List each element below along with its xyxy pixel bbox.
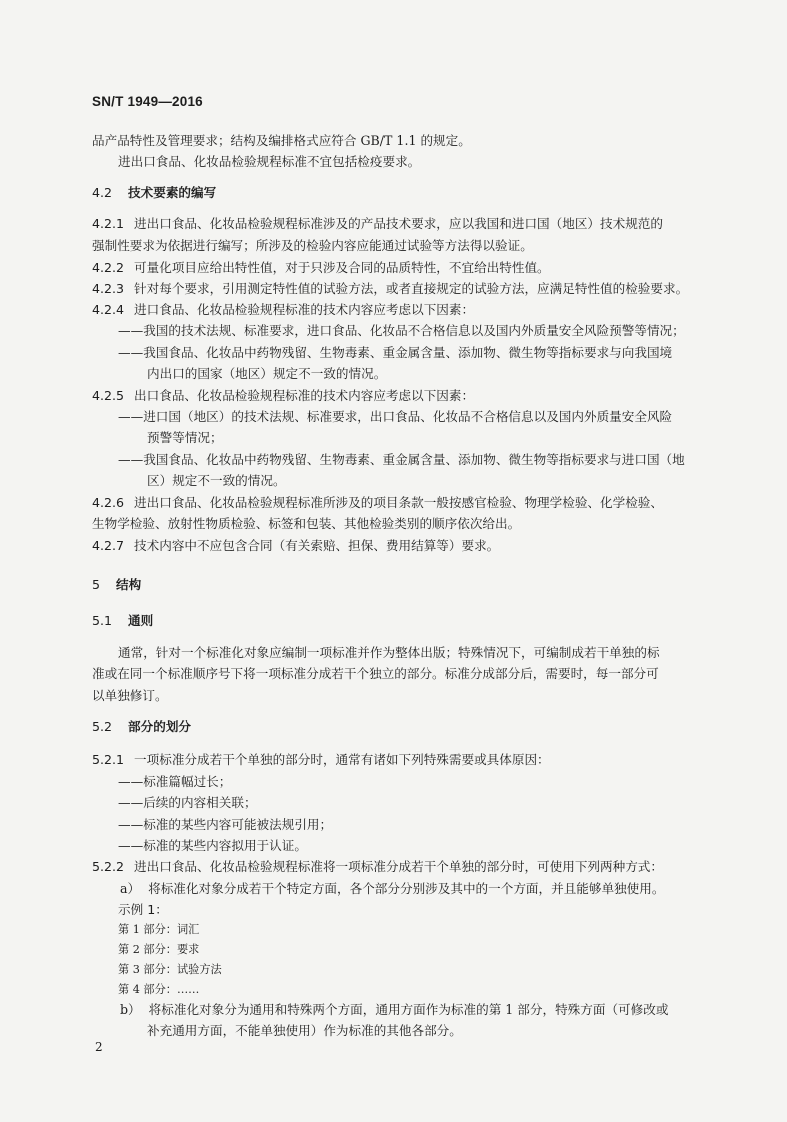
dash-item-continuation: 内出口的国家（地区）规定不一致的情况。 [147, 366, 387, 381]
paragraph-line: 生物学检验、放射性物质检验、标签和包装、其他检验类别的顺序依次给出。 [92, 516, 521, 531]
example-line: 第 1 部分：词汇 [118, 923, 200, 936]
clause-4-2-4: 4.2.4 进口食品、化妆品检验规程标准的技术内容应考虑以下因素： [92, 302, 475, 317]
section-heading-4-2: 4.2 技术要素的编写 [92, 185, 217, 200]
clause-4-2-1: 4.2.1 进出口食品、化妆品检验规程标准涉及的产品技术要求，应以我国和进口国（地区）技术规范的 [92, 216, 663, 231]
section-heading-5-2: 5.2 部分的划分 [92, 719, 191, 734]
paragraph-line: 准或在同一个标准顺序号下将一项标准分成若干个独立的部分。标准分成部分后，需要时，每一部分可 [92, 666, 659, 681]
paragraph-line: 品产品特性及管理要求；结构及编排格式应符合 GB/T 1.1 的规定。 [92, 133, 471, 148]
dash-item: ——后续的内容相关联； [118, 795, 257, 810]
dash-item-continuation: 区）规定不一致的情况。 [147, 473, 286, 488]
dash-item: ——标准的某些内容拟用于认证。 [118, 838, 307, 853]
clause-4-2-6: 4.2.6 进出口食品、化妆品检验规程标准所涉及的项目条款一般按感官检验、物理学检验、化学检验、 [92, 495, 663, 510]
clause-5-2-2: 5.2.2 进出口食品、化妆品检验规程标准将一项标准分成若干个单独的部分时，可使用下列两种方式： [92, 859, 663, 874]
example-line: 第 3 部分：试验方法 [118, 963, 222, 976]
page-number: 2 [95, 1040, 103, 1054]
dash-item: ——进口国（地区）的技术法规、标准要求，出口食品、化妆品不合格信息以及国内外质量安全风险 [118, 409, 673, 424]
paragraph-line: 进出口食品、化妆品检验规程标准不宜包括检疫要求。 [118, 154, 421, 169]
dash-item: ——我国食品、化妆品中药物残留、生物毒素、重金属含量、添加物、微生物等指标要求与向我国境 [118, 345, 673, 360]
paragraph-line: 以单独修订。 [92, 688, 168, 703]
list-item-continuation: 补充通用方面，不能单独使用）作为标准的其他各部分。 [147, 1023, 462, 1038]
clause-4-2-3: 4.2.3 针对每个要求，引用测定特性值的试验方法，或者直接规定的试验方法，应满足特性值的检验要求。 [92, 281, 689, 296]
paragraph-line: 强制性要求为依据进行编写；所涉及的检验内容应能通过试验等方法得以验证。 [92, 238, 533, 253]
dash-item: ——我国的技术法规、标准要求，进口食品、化妆品不合格信息以及国内外质量安全风险预警等情况； [118, 323, 685, 338]
example-line: 第 2 部分：要求 [118, 943, 200, 956]
clause-4-2-7: 4.2.7 技术内容中不应包含合同（有关索赔、担保、费用结算等）要求。 [92, 538, 500, 553]
dash-item: ——标准的某些内容可能被法规引用； [118, 817, 333, 832]
clause-4-2-5: 4.2.5 出口食品、化妆品检验规程标准的技术内容应考虑以下因素： [92, 388, 475, 403]
paragraph-line: 通常，针对一个标准化对象应编制一项标准并作为整体出版；特殊情况下，可编制成若干单独的标 [118, 645, 660, 660]
list-item-b: b） 将标准化对象分为通用和特殊两个方面，通用方面作为标准的第 1 部分，特殊方面（可修改或 [120, 1002, 669, 1017]
section-heading-5: 5 结构 [92, 577, 142, 592]
section-heading-5-1: 5.1 通则 [92, 613, 154, 628]
dash-item: ——标准篇幅过长； [118, 774, 232, 789]
example-line: 第 4 部分：…… [118, 983, 200, 996]
clause-4-2-2: 4.2.2 可量化项目应给出特性值，对于只涉及合同的品质特性，不宜给出特性值。 [92, 260, 550, 275]
clause-5-2-1: 5.2.1 一项标准分成若干个单独的部分时，通常有诸如下列特殊需要或具体原因： [92, 752, 550, 767]
list-item-a: a） 将标准化对象分成若干个特定方面，各个部分分别涉及其中的一个方面，并且能够单独使用。 [120, 881, 665, 896]
example-title: 示例 1： [118, 902, 168, 917]
standard-code-header: SN/T 1949—2016 [92, 94, 203, 109]
dash-item-continuation: 预警等情况； [147, 430, 223, 445]
dash-item: ——我国食品、化妆品中药物残留、生物毒素、重金属含量、添加物、微生物等指标要求与进口国（地 [118, 452, 685, 467]
